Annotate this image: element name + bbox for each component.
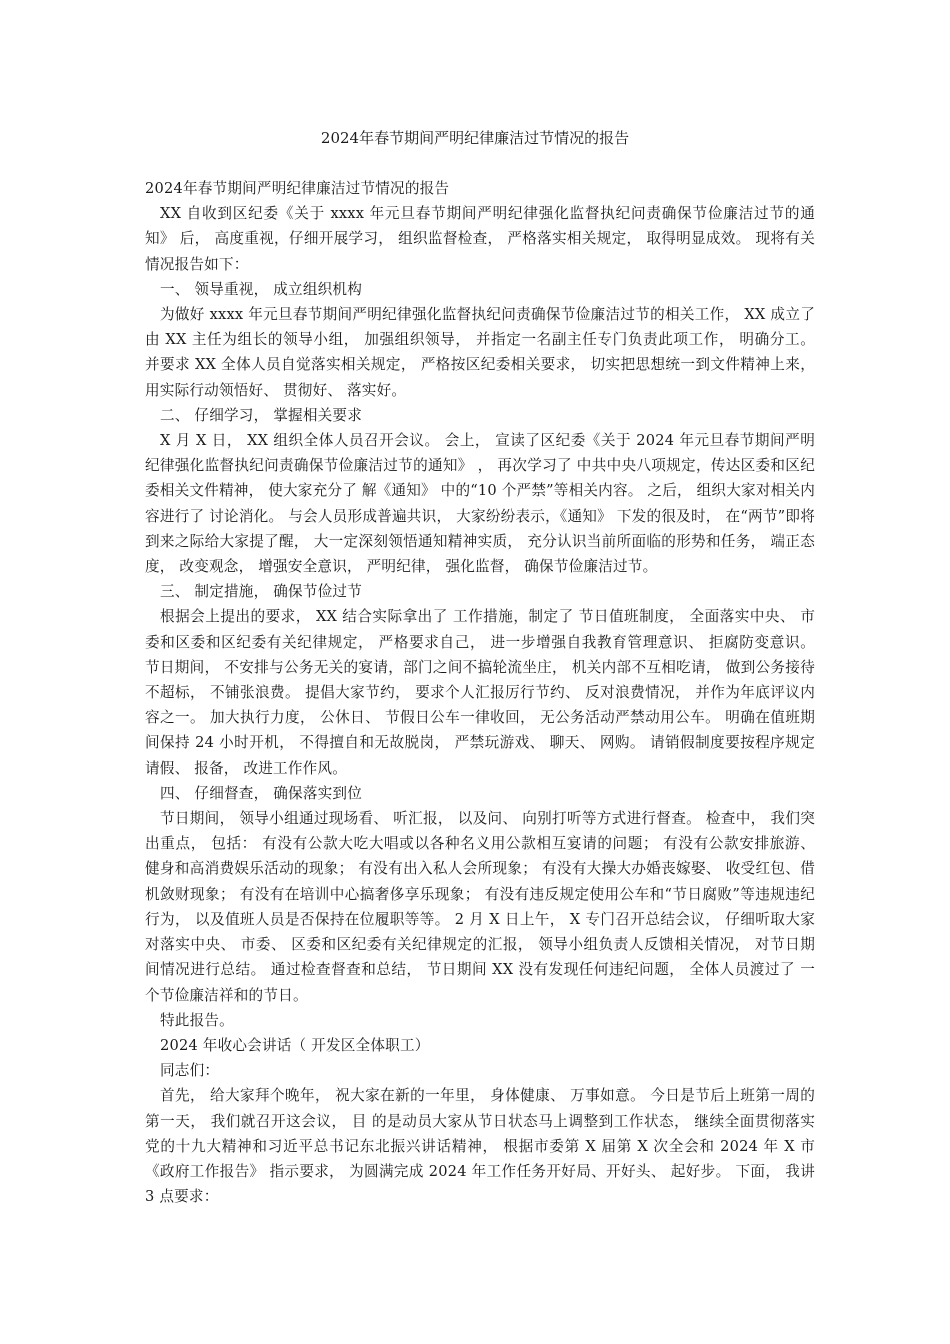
- speech-salutation: 同志们：: [160, 1062, 220, 1080]
- section-paragraph-1: 为做好 xxxx 年元旦春节期间严明纪律强化监督执纪问责确保节俭廉洁过节的相关工作， XX 成立了 由 XX 主任为组长的领导小组， 加强组织领导， 并指定一名副主任专门负责此项工作， 明确分工。 并要求 XX 全体人员自觉落实相关规定， 严格按区纪委相关要求， 切实把思想统一到文件精神上来， 用实际行动领悟好、 贯彻好、 落实好。: [145, 306, 815, 399]
- section-heading-1: 一、 领导重视， 成立组织机构: [160, 280, 362, 298]
- section-heading-4: 四、 仔细督查， 确保落实到位: [160, 784, 362, 802]
- section-heading-2: 二、 仔细学习， 掌握相关要求: [160, 406, 362, 424]
- document-title: 2024年春节期间严明纪律廉洁过节情况的报告: [320, 129, 630, 147]
- body-heading: 2024年春节期间严明纪律廉洁过节情况的报告: [145, 180, 450, 197]
- section-paragraph-2: X 月 X 日， XX 组织全体人员召开会议。 会上， 宣读了区纪委《关于 2024 年元旦春节期间严明纪律强化监督执纪问责确保节俭廉洁过节的通知》 ， 再次学习了 中共中央八项规定，传达区委和区纪委相关文件精神， 使大家充分了 解《通知》 中的“10 个严禁”等相关内容。 之后， 组织大家对相关内容进行了 讨论消化。 与会人员形成普遍共识， 大家纷纷表示，《通知》 下发的很及时， 在“两节”即将到来之际给大家提了醒， 大一定深刻领悟通知精神实质， 充分认识当前所面临的形势和任务， 端正态度， 改变观念， 增强安全意识， 严明纪律， 强化监督， 确保节俭廉洁过节。: [145, 432, 815, 576]
- section-paragraph-3: 根据会上提出的要求， XX 结合实际拿出了 工作措施，制定了 节日值班制度， 全面落实中央、 市委和区委和区纪委有关纪律规定， 严格要求自己， 进一步增强自我教育管理意识、 拒腐防变意识。 节日期间， 不安排与公务无关的宴请，部门之间不搞轮流坐庄， 机关内部不互相吃请， 做到公务接待不超标， 不铺张浪费。 提倡大家节约， 要求个人汇报厉行节约、 反对浪费情况， 并作为年底评议内容之一。 加大执行力度， 公休日、 节假日公车一律收回， 无公务活动严禁动用公车。 明确在值班期间保持 24 小时开机， 不得擅自和无故脱岗， 严禁玩游戏、 聊天、 网购。 请销假制度要按程序规定请假、 报备， 改进工作作风。: [145, 608, 815, 777]
- speech-paragraph-1: 首先， 给大家拜个晚年， 祝大家在新的一年里， 身体健康、 万事如意。 今日是节后上班第一周的第一天， 我们就召开这会议， 目 的是动员大家从节日状态马上调整到工作状态， 继续全面贯彻落实党的十九大精神和习近平总书记东北振兴讲话精神， 根据市委第 X 届第 X 次全会和 2024 年 X 市《政府工作报告》 指示要求， 为圆满完成 2024 年工作任务开好局、开好头、 起好步。 下面， 我讲 3 点要求：: [145, 1087, 815, 1206]
- document-body: [145, 176, 815, 1209]
- section-heading-3: 三、 制定措施， 确保节俭过节: [160, 583, 362, 601]
- intro-paragraph: XX 自收到区纪委《关于 xxxx 年元旦春节期间严明纪律强化监督执纪问责确保节俭廉洁过节的通知》 后， 高度重视，仔细开展学习， 组织监督检查， 严格落实相关规定， 取得明显成效。 现将有关情况报告如下：: [145, 205, 815, 273]
- speech-title: 2024 年收心会讲话（ 开发区全体职工）: [160, 1036, 430, 1054]
- section-paragraph-4: 节日期间， 领导小组通过现场看、 听汇报， 以及问、 向别打听等方式进行督查。 检查中， 我们突出重点， 包括： 有没有公款大吃大唱或以各种名义用公款相互宴请的问题； 有没有公款安排旅游、 健身和高消费娱乐活动的现象； 有没有出入私人会所现象； 有没有大操大办婚丧嫁娶、 收受红包、借机敛财现象； 有没有在培训中心搞奢侈享乐现象； 有没有违反规定使用公车和“节日腐败”等违规违纪行为， 以及值班人员是否保持在位履职等等。 2 月 X 日上午， X 专门召开总结会议， 仔细听取大家对落实中央、 市委、 区委和区纪委有关纪律规定的汇报， 领导小组负责人反馈相关情况， 对节日期间情况进行总结。 通过检查督查和总结， 节日期间 XX 没有发现任何违纪问题， 全体人员渡过了 一个节俭廉洁祥和的节日。: [145, 810, 815, 1004]
- closing-line: 特此报告。: [160, 1011, 234, 1029]
